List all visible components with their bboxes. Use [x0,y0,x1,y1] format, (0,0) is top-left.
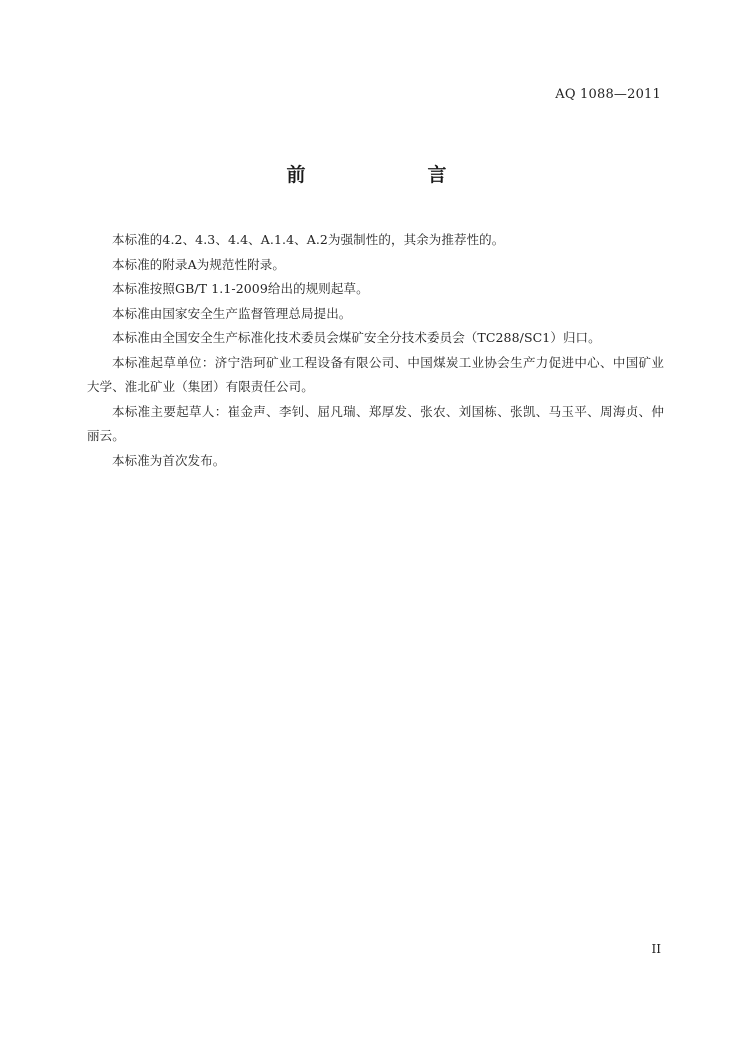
paragraph-drafting-rules: 本标准按照GB/T 1.1-2009给出的规则起草。 [112,281,369,296]
paragraph-annex: 本标准的附录A为规范性附录。 [112,256,285,272]
paragraph-technical-committee: 本标准由全国安全生产标准化技术委员会煤矿安全分技术委员会（TC288/SC1）归口。 [112,330,601,345]
foreword-body [87,228,664,473]
page-title: 前 言 [286,164,475,186]
paragraph-first-release: 本标准为首次发布。 [112,452,226,468]
paragraph-proposer: 本标准由国家安全生产监督管理总局提出。 [112,305,352,321]
paragraph-mandatory-clauses: 本标准的4.2、4.3、4.4、A.1.4、A.2为强制性的，其余为推荐性的。 [112,232,505,247]
paragraph-drafting-units: 本标准起草单位：济宁浩珂矿业工程设备有限公司、中国煤炭工业协会生产力促进中心、中国矿业大学、淮北矿业（集团）有限责任公司。 [87,354,664,394]
page-number: II [651,942,661,956]
standard-code: AQ 1088—2011 [555,87,661,102]
paragraph-drafters: 本标准主要起草人：崔金声、李钊、屈凡瑞、郑厚发、张农、刘国栋、张凯、马玉平、周海贞、仲丽云。 [87,403,664,443]
